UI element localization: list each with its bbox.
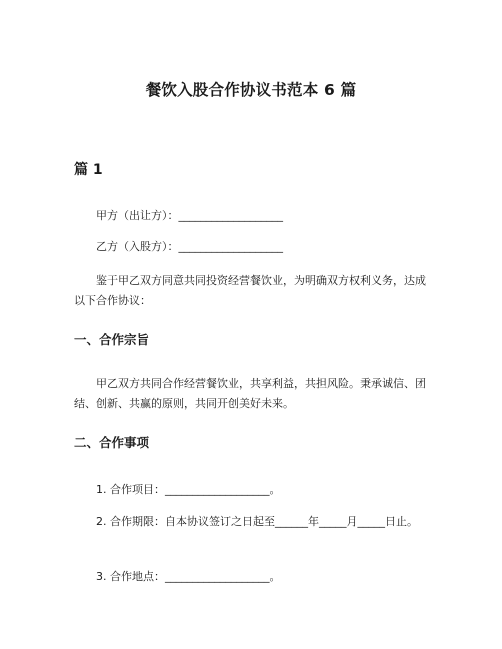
list-item-location: 3. 合作地点：___________________。 [96, 570, 281, 583]
list-item-project: 1. 合作项目：___________________。 [96, 483, 281, 496]
intro-paragraph: 鉴于甲乙双方同意共同投资经营餐饮业，为明确双方权利义务，达成以下合作协议： [74, 274, 426, 307]
section-heading-matters: 二、合作事项 [74, 435, 150, 450]
party-b-line: 乙方（入股方）：___________________ [96, 240, 283, 253]
section-heading-purpose: 一、合作宗旨 [74, 332, 150, 347]
party-a-line: 甲方（出让方）：___________________ [96, 209, 283, 222]
document-title: 餐饮入股合作协议书范本 6 篇 [145, 81, 357, 99]
list-item-term: 2. 合作期限：自本协议签订之日起至______年_____月_____日止。 [96, 515, 418, 528]
purpose-paragraph: 甲乙双方共同合作经营餐饮业，共享利益，共担风险。秉承诚信、团结、创新、共赢的原则，共同开创美好未来。 [74, 377, 426, 410]
part-heading: 篇 1 [74, 162, 103, 178]
